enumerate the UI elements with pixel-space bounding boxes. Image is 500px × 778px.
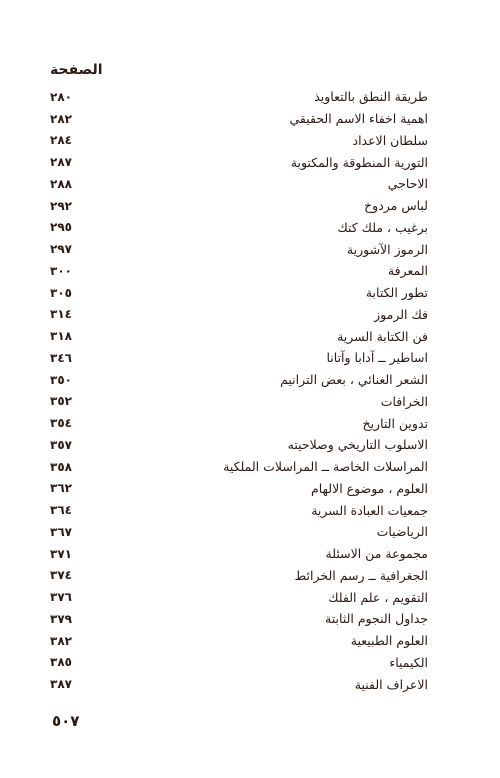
toc-entry-title: الشعر الغنائي ، بعض الترانيم: [280, 372, 428, 388]
toc-entry-page: ٣٨٥: [50, 655, 72, 670]
toc-entry-page: ٣١٨: [50, 329, 72, 344]
toc-entry-title: الاحاجي: [387, 176, 428, 192]
toc-entry-page: ٣٧٩: [50, 611, 72, 626]
toc-entry: [50, 282, 428, 304]
toc-entry-page: ٢٨٠: [50, 89, 72, 104]
toc-entry-page: ٣٤٦: [50, 350, 72, 365]
toc-entry-title: المعرفة: [387, 263, 428, 279]
toc-entry-title: اهمية اخفاء الاسم الحقيقي: [289, 111, 428, 127]
toc-entry-page: ٣٧٤: [50, 568, 72, 583]
toc-entry-page: ٢٩٧: [50, 242, 72, 257]
toc-entry: [50, 86, 428, 108]
toc-entry-title: برغيب ، ملك كتك: [337, 219, 428, 235]
toc-entry-page: ٣٦٢: [50, 481, 72, 496]
toc-entry-page: ٣٥٠: [50, 372, 72, 387]
toc-entry-title: اساطير ــ آدابا وآتانا: [326, 350, 428, 366]
toc-entry: [50, 304, 428, 326]
toc-entry-page: ٣٦٤: [50, 503, 72, 518]
toc-entry: [50, 499, 428, 521]
toc-entry-page: ٢٩٢: [50, 198, 72, 213]
toc-entry-title: الكيمياء: [389, 654, 428, 670]
toc-entry-page: ٢٨٢: [50, 111, 72, 126]
table-of-contents: [50, 86, 428, 695]
page-number: ٥٠٧: [52, 712, 80, 730]
toc-entry: [50, 586, 428, 608]
toc-entry-title: جمعيات العبادة السرية: [311, 502, 428, 518]
toc-entry-page: ٣٥٤: [50, 416, 72, 431]
toc-entry-page: ٣٥٨: [50, 459, 72, 474]
toc-entry: [50, 217, 428, 239]
toc-entry: [50, 543, 428, 565]
toc-entry-page: ٢٨٤: [50, 133, 72, 148]
toc-entry-page: ٣١٤: [50, 307, 72, 322]
toc-entry-page: ٣٨٢: [50, 633, 72, 648]
toc-entry-page: ٣٧١: [50, 546, 72, 561]
toc-entry-title: الاعراف الفنية: [354, 676, 428, 692]
toc-entry-title: مجموعة من الاسئلة: [325, 546, 428, 562]
toc-entry-page: ٣٧٦: [50, 590, 72, 605]
toc-entry: [50, 652, 428, 674]
toc-entry-title: المراسلات الخاصة ــ المراسلات الملكية: [223, 459, 428, 475]
toc-entry-title: لباس مردوخ: [364, 198, 428, 214]
toc-entry: [50, 565, 428, 587]
toc-entry: [50, 108, 428, 130]
toc-entry-page: ٢٨٧: [50, 155, 72, 170]
toc-entry-page: ٢٨٨: [50, 176, 72, 191]
toc-entry-title: العلوم ، موضوع الالهام: [310, 480, 428, 496]
toc-entry: [50, 478, 428, 500]
toc-entry-page: ٢٩٥: [50, 220, 72, 235]
toc-entry: [50, 151, 428, 173]
toc-entry: [50, 412, 428, 434]
toc-entry-page: ٣٥٢: [50, 394, 72, 409]
toc-entry: [50, 456, 428, 478]
toc-entry-title: جداول النجوم الثابتة: [325, 611, 428, 627]
toc-entry-title: تدوين التاريخ: [362, 415, 428, 431]
toc-entry-title: التورية المنطوقة والمكتوبة: [290, 154, 428, 170]
toc-entry: [50, 325, 428, 347]
toc-entry: [50, 608, 428, 630]
toc-entry: [50, 673, 428, 695]
toc-entry: [50, 391, 428, 413]
toc-entry-title: الجغرافية ــ رسم الخرائط: [294, 567, 428, 583]
toc-entry-page: ٣٠٠: [50, 263, 72, 278]
toc-entry-page: ٣٨٧: [50, 677, 72, 692]
toc-entry-title: سلطان الاعداد: [352, 132, 428, 148]
toc-entry-page: ٣٥٧: [50, 437, 72, 452]
toc-entry: [50, 173, 428, 195]
toc-entry-title: الرياضيات: [376, 524, 428, 540]
toc-entry: [50, 130, 428, 152]
toc-entry: [50, 238, 428, 260]
toc-entry-title: التقويم ، علم الفلك: [328, 589, 428, 605]
page-column-heading: الصفحة: [50, 62, 103, 78]
toc-entry: [50, 369, 428, 391]
toc-entry-title: العلوم الطبيعية: [350, 633, 428, 649]
toc-entry-title: طريقة النطق بالتعاويذ: [314, 89, 428, 105]
toc-entry: [50, 347, 428, 369]
toc-entry-title: الرموز الآشورية: [346, 241, 428, 257]
toc-entry: [50, 260, 428, 282]
toc-entry-title: الاسلوب التاريخي وصلاحيته: [287, 437, 428, 453]
toc-entry: [50, 521, 428, 543]
toc-entry: [50, 434, 428, 456]
toc-entry-title: فن الكتابة السرية: [337, 328, 428, 344]
toc-entry-page: ٣٦٧: [50, 524, 72, 539]
toc-entry-title: فك الرموز: [374, 306, 428, 322]
toc-entry: [50, 195, 428, 217]
toc-entry-page: ٣٠٥: [50, 285, 72, 300]
toc-entry-title: تطور الكتابة: [365, 285, 428, 301]
toc-entry-title: الخرافات: [380, 393, 428, 409]
toc-entry: [50, 630, 428, 652]
